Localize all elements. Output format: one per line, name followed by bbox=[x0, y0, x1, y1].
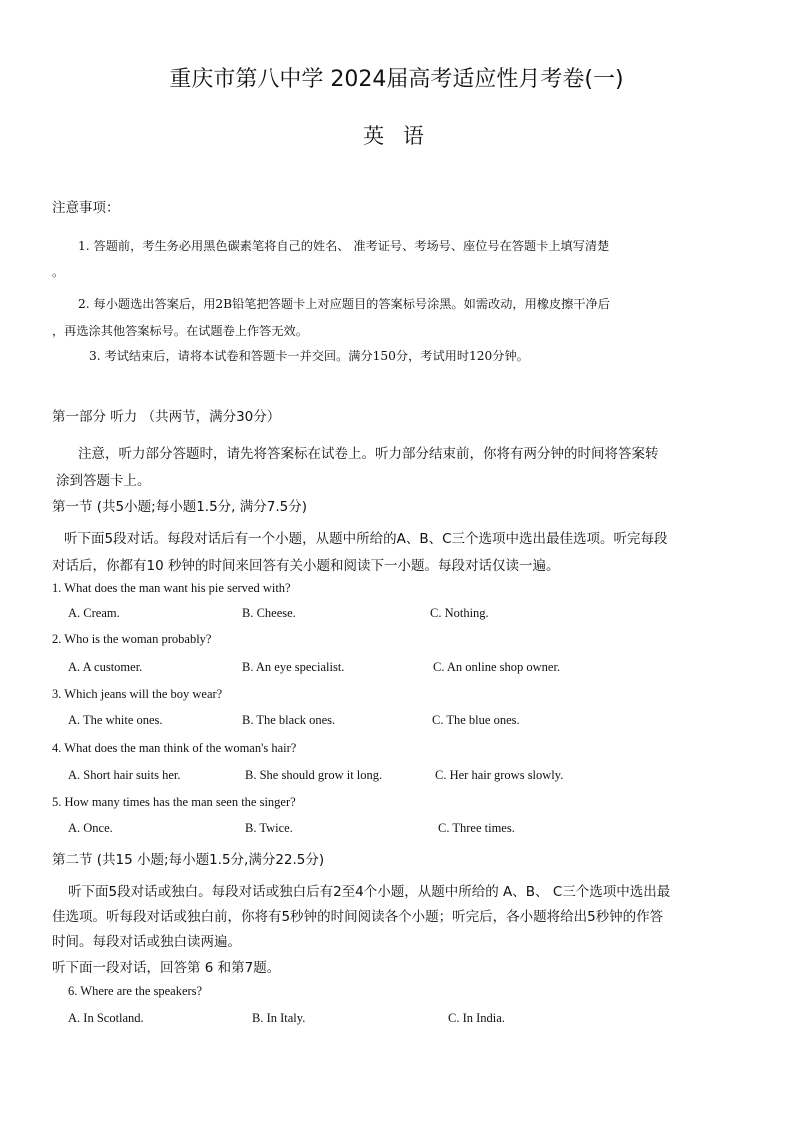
section1-instr-1: 听下面5段对话。每段对话后有一个小题，从题中所给的A、B、C三个选项中选出最佳选项。听完每段 bbox=[64, 531, 668, 547]
section1-heading: 第一节 (共5小题;每小题1.5分, 满分7.5分) bbox=[52, 499, 307, 515]
notice-heading: 注意事项： bbox=[52, 200, 120, 216]
question-stem: 4. What does the man think of the woman's hair? bbox=[52, 741, 297, 755]
question-stem: 6. Where are the speakers? bbox=[68, 984, 203, 998]
question-stem: 3. Which jeans will the boy wear? bbox=[52, 687, 223, 701]
option-b: B. The black ones. bbox=[242, 713, 336, 727]
part1-intro-2: 涂到答题卡上。 bbox=[56, 473, 151, 489]
notice-item-2-cont: ，再选涂其他答案标号。在试题卷上作答无效。 bbox=[52, 324, 308, 338]
question-stem: 1. What does the man want his pie served with? bbox=[52, 581, 291, 595]
option-c: C. Nothing. bbox=[430, 606, 489, 620]
option-a: A. Cream. bbox=[68, 606, 120, 620]
section1-instr-2: 对话后，你都有10 秒钟的时间来回答有关小题和阅读下一小题。每段对话仅读一遍。 bbox=[52, 558, 560, 574]
option-b: B. Twice. bbox=[245, 821, 293, 835]
notice-item-3: 3. 考试结束后，请将本试卷和答题卡一并交回。满分150分，考试用时120分钟。 bbox=[89, 349, 529, 363]
option-a: A. In Scotland. bbox=[68, 1011, 144, 1025]
option-a: A. Once. bbox=[68, 821, 113, 835]
subject-title: 英 语 bbox=[363, 124, 430, 148]
section2-instr-3: 时间。每段对话或独白读两遍。 bbox=[52, 934, 241, 950]
notice-item-2: 2. 每小题选出答案后，用2B铅笔把答题卡上对应题目的答案标号涂黑。如需改动，用橡皮擦干净后 bbox=[78, 297, 610, 311]
notice-item-1-cont: 。 bbox=[52, 265, 65, 279]
group-intro: 听下面一段对话，回答第 6 和第7题。 bbox=[52, 960, 281, 976]
part1-heading: 第一部分 听力 （共两节，满分30分） bbox=[52, 409, 281, 425]
option-c: C. The blue ones. bbox=[432, 713, 520, 727]
option-a: A. A customer. bbox=[68, 660, 143, 674]
part1-intro-1: 注意，听力部分答题时，请先将答案标在试卷上。听力部分结束前，你将有两分钟的时间将答案转 bbox=[78, 446, 659, 462]
option-c: C. In India. bbox=[448, 1011, 505, 1025]
option-b: B. She should grow it long. bbox=[245, 768, 383, 782]
section2-heading: 第二节 (共15 小题;每小题1.5分,满分22.5分) bbox=[52, 852, 325, 868]
section2-instr-2: 佳选项。听每段对话或独白前，你将有5秒钟的时间阅读各个小题；听完后，各小题将给出5秒钟的作答 bbox=[52, 909, 664, 925]
option-c: C. Three times. bbox=[438, 821, 515, 835]
section2-instr-1: 听下面5段对话或独白。每段对话或独白后有2至4个小题，从题中所给的 A、B、 C三个选项中选出最 bbox=[68, 884, 671, 900]
question-stem: 5. How many times has the man seen the singer? bbox=[52, 795, 296, 809]
option-b: B. In Italy. bbox=[252, 1011, 306, 1025]
option-b: B. Cheese. bbox=[242, 606, 296, 620]
option-a: A. The white ones. bbox=[68, 713, 163, 727]
option-c: C. An online shop owner. bbox=[433, 660, 561, 674]
question-stem: 2. Who is the woman probably? bbox=[52, 632, 212, 646]
notice-item-1: 1. 答题前，考生务必用黑色碳素笔将自己的姓名、 准考证号、考场号、座位号在答题卡上填写清楚 bbox=[78, 239, 610, 253]
exam-title: 重庆市第八中学 2024届高考适应性月考卷(一) bbox=[169, 67, 624, 92]
option-c: C. Her hair grows slowly. bbox=[435, 768, 564, 782]
option-b: B. An eye specialist. bbox=[242, 660, 345, 674]
option-a: A. Short hair suits her. bbox=[68, 768, 181, 782]
